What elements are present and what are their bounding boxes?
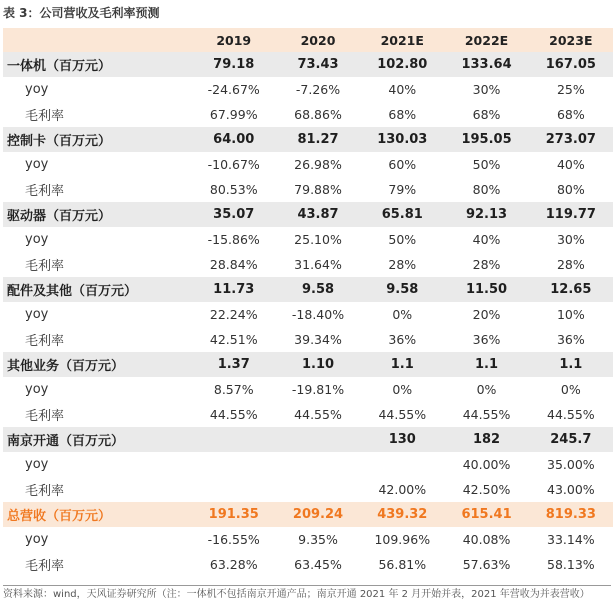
row-value [192,452,276,477]
section-row [3,127,613,152]
section-value: 92.13 [444,202,528,227]
row-value [276,477,360,502]
table-row [3,527,613,552]
table-row [3,177,613,202]
row-value: 40% [556,157,585,172]
row-value: 8.57% [213,382,254,397]
row-label: yoy [25,82,49,97]
section-value: 1.1 [444,352,528,377]
row-value: 43.00% [547,482,595,497]
section-row [3,52,613,77]
row-label: yoy [25,307,49,322]
section-value: 65.81 [360,202,444,227]
table-row [3,477,613,502]
row-value: 44.55% [547,407,595,422]
row-value: -24.67% [207,82,260,97]
section-value: 130 [360,427,444,452]
table-row [3,302,613,327]
row-label: yoy [25,382,49,397]
row-value: 40% [472,232,501,247]
row-value: 0% [392,382,413,397]
row-value: 40.00% [462,457,511,472]
column-header: 2022E [444,28,528,52]
section-value: 43.87 [276,202,360,227]
row-value: 60% [388,157,417,172]
row-value: -10.67% [207,157,260,172]
section-value: 191.35 [192,502,276,527]
section-value: 273.07 [529,127,613,152]
row-value: 10% [556,307,585,322]
row-value: 80% [556,182,585,197]
section-value: 819.33 [529,502,613,527]
row-value: 56.81% [378,557,427,572]
row-value [360,452,444,477]
section-value: 615.41 [444,502,528,527]
row-value: 33.14% [547,532,595,547]
row-value: 79.88% [294,182,342,197]
row-value: 63.45% [294,557,342,572]
section-label: 南京开通（百万元） [3,427,192,452]
row-label: 毛利率 [25,409,65,424]
table-row [3,152,613,177]
row-label: yoy [25,532,49,547]
section-label: 一体机（百万元） [3,52,192,77]
row-value: 68.86% [294,107,342,122]
section-value [192,427,276,452]
column-header: 2020 [276,28,360,52]
row-value: 22.24% [209,307,258,322]
row-label: 毛利率 [25,559,65,574]
revenue-forecast-table [3,28,613,577]
section-label: 总营收（百万元） [3,502,192,527]
section-row [3,277,613,302]
row-value: 40% [388,82,417,97]
row-value: 42.50% [462,482,511,497]
row-value: 28.84% [209,257,258,272]
section-value: 439.32 [360,502,444,527]
row-value: -7.26% [295,82,341,97]
row-value: 30% [472,82,501,97]
table-row [3,377,613,402]
section-label: 配件及其他（百万元） [3,277,192,302]
section-value: 195.05 [444,127,528,152]
table-row [3,77,613,102]
row-value: -19.81% [291,382,345,397]
section-value: 119.77 [529,202,613,227]
section-value: 133.64 [444,52,528,77]
section-row [3,352,613,377]
section-value: 9.58 [276,277,360,302]
row-value: 26.98% [294,157,342,172]
row-value: 0% [476,382,497,397]
row-value: 25% [556,82,585,97]
section-value: 182 [444,427,528,452]
section-value: 1.1 [360,352,444,377]
section-value: 81.27 [276,127,360,152]
row-label: yoy [25,157,49,172]
row-label: 毛利率 [25,334,65,349]
row-value: 39.34% [294,332,342,347]
row-value: 50% [472,157,501,172]
row-label: yoy [25,232,49,247]
section-value: 130.03 [360,127,444,152]
table-row [3,252,613,277]
row-value: 35.00% [547,457,595,472]
section-value: 79.18 [192,52,276,77]
section-value: 11.50 [444,277,528,302]
section-label: 控制卡（百万元） [3,127,192,152]
table-row [3,402,613,427]
section-value: 1.10 [276,352,360,377]
row-value: 80.53% [209,182,258,197]
row-value: 0% [560,382,581,397]
section-value: 35.07 [192,202,276,227]
row-value: 44.55% [294,407,342,422]
row-value: 68% [556,107,585,122]
row-label: 毛利率 [25,109,65,124]
row-value: -18.40% [291,307,345,322]
row-value: -15.86% [207,232,260,247]
row-value: 109.96% [374,532,431,547]
row-value: 28% [472,257,501,272]
row-value: 57.63% [462,557,511,572]
row-value: 44.55% [462,407,511,422]
table-row [3,552,613,577]
row-value: 63.28% [209,557,258,572]
table-row [3,102,613,127]
row-value: 79% [388,182,417,197]
section-value: 73.43 [276,52,360,77]
row-value: 68% [472,107,501,122]
row-value [276,452,360,477]
section-value: 209.24 [276,502,360,527]
section-value: 1.1 [529,352,613,377]
row-value: 36% [556,332,585,347]
column-header: 2021E [360,28,444,52]
row-value: 28% [556,257,585,272]
section-value [276,427,360,452]
table-row [3,452,613,477]
row-label: 毛利率 [25,259,65,274]
column-header [3,28,192,52]
section-label: 驱动器（百万元） [3,202,192,227]
section-label: 其他业务（百万元） [3,352,192,377]
row-value: 42.00% [378,482,427,497]
column-header: 2019 [192,28,276,52]
row-value: 58.13% [547,557,595,572]
row-value: 42.51% [209,332,258,347]
row-value: 30% [556,232,585,247]
section-value: 11.73 [192,277,276,302]
section-value: 102.80 [360,52,444,77]
row-value: 9.35% [298,532,338,547]
row-value: 67.99% [209,107,258,122]
section-value: 1.37 [192,352,276,377]
section-row [3,427,613,452]
section-value: 245.7 [529,427,613,452]
row-value: 36% [472,332,501,347]
row-value: -16.55% [207,532,260,547]
row-value: 20% [472,307,501,322]
row-value [192,477,276,502]
row-value: 80% [472,182,501,197]
row-value: 25.10% [294,232,342,247]
row-value: 50% [388,232,417,247]
row-label: yoy [25,457,49,472]
row-value: 44.55% [209,407,258,422]
row-value: 28% [388,257,417,272]
row-value: 68% [388,107,417,122]
table-title: 表 3：公司营收及毛利率预测 [3,6,160,20]
row-value: 44.55% [378,407,427,422]
header-row [3,28,613,52]
section-row [3,202,613,227]
column-header: 2023E [529,28,613,52]
source-note: 资料来源：wind，天风证券研究所（注：一体机不包括南京开通产品；南京开通 2021 年 2 月开始并表，2021 年营收为并表营收） [3,585,611,601]
row-value: 0% [392,307,413,322]
table-row [3,227,613,252]
section-value: 64.00 [192,127,276,152]
section-value: 12.65 [529,277,613,302]
row-value: 40.08% [462,532,511,547]
section-row [3,502,613,527]
row-value: 31.64% [294,257,342,272]
row-value: 36% [388,332,417,347]
row-label: 毛利率 [25,184,65,199]
row-label: 毛利率 [25,484,65,499]
section-value: 167.05 [529,52,613,77]
section-value: 9.58 [360,277,444,302]
table-row [3,327,613,352]
